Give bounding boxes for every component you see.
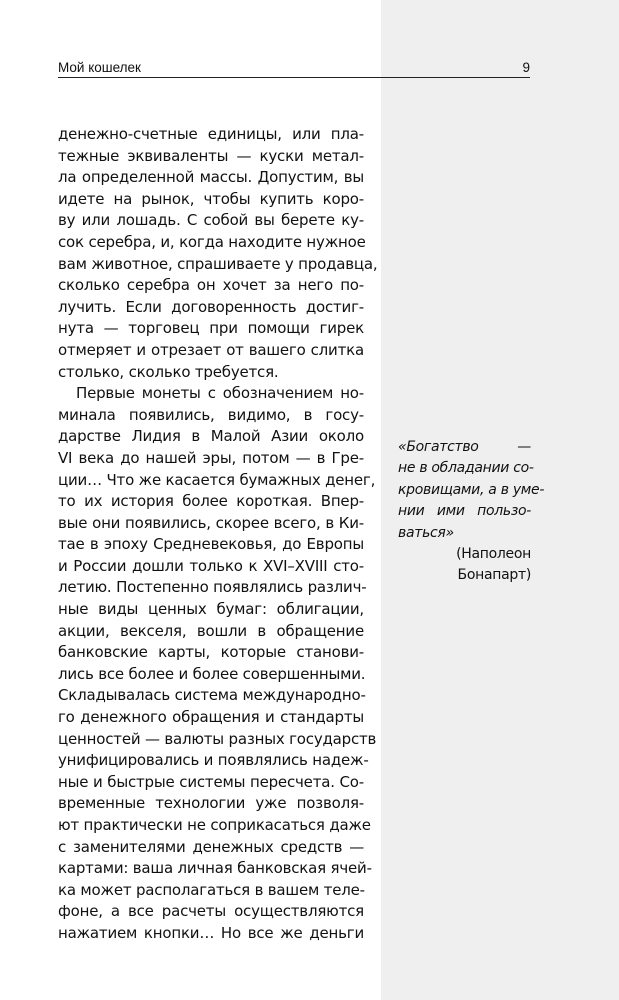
text-line: то их история более короткая. Впер- [58, 492, 364, 511]
text-line: унифицировались и появлялись надеж- [58, 751, 369, 770]
text-line: и России дошли только к XVI–XVIII сто- [58, 556, 364, 575]
text-line: ценностей — валюты разных государств [58, 729, 377, 748]
text-line: минала появились, видимо, в госу- [58, 405, 364, 424]
text-line: тае в эпоху Средневековья, до Европы [58, 535, 364, 554]
text-line: вам животное, спрашиваете у продавца, [58, 254, 378, 273]
text-line: ные и быстрые системы пересчета. Со- [58, 772, 364, 791]
text-line: ные виды ценных бумаг: облигации, [58, 600, 364, 619]
text-line: тежные эквиваленты — куски метал- [58, 146, 364, 165]
quote-line: «Богатство — [398, 439, 531, 455]
text-line: банковские карты, которые станови- [58, 643, 364, 662]
quote-line: кровищами, а в уме- [398, 481, 545, 498]
text-line: лись все более и более совершенными. [58, 664, 366, 683]
text-line: идете на рынок, чтобы купить коро- [58, 189, 364, 208]
text-line: го денежного обращения и стандарты [58, 708, 364, 727]
quote-attribution-line: (Наполеон [456, 545, 531, 562]
text-line: дарстве Лидия в Малой Азии около [58, 427, 364, 446]
quote-line: не в обладании со- [398, 460, 534, 477]
text-line: с заменителями денежных средств — [58, 837, 364, 856]
text-line: акции, векселя, вошли в обращение [58, 621, 364, 640]
text-line: Складывалась система международно- [58, 686, 366, 705]
text-line: фоне, а все расчеты осуществляются [58, 902, 364, 921]
text-line: сколько серебра он хочет за него по- [58, 276, 364, 295]
text-line: VI века до нашей эры, потом — в Гре- [58, 448, 364, 467]
text-line: картами: ваша личная банковская ячей- [58, 859, 372, 878]
text-line: столько, сколько требуется. [58, 362, 279, 381]
text-line: сок серебра, и, когда находите нужное [58, 232, 366, 251]
text-line: Первые монеты с обозначением но- [76, 384, 364, 403]
text-line: ции… Что же касается бумажных денег, [58, 470, 376, 489]
text-line: ют практически не соприкасаться даже [58, 816, 371, 834]
main-text [58, 124, 378, 945]
section-title: Мой кошелек [58, 60, 141, 75]
page-number: 9 [522, 60, 530, 75]
text-line: нута — торговец при помощи гирек [58, 319, 364, 338]
text-line: летию. Постепенно появлялись различ- [58, 578, 367, 597]
quote-attribution-line: Бонапарт) [457, 567, 531, 584]
header-rule [58, 77, 530, 78]
text-line: отмеряет и отрезает от вашего слитка [58, 340, 364, 359]
text-line: нажатием кнопки… Но все же деньги [58, 923, 364, 942]
text-line: денежно-счетные единицы, или пла- [58, 125, 364, 143]
quote-line: ваться» [398, 524, 454, 541]
text-line: лучить. Если договоренность достиг- [58, 297, 364, 316]
text-line: временные технологии уже позволя- [58, 794, 364, 813]
quote-line: нии ими пользо- [398, 503, 531, 520]
text-line: вые они появились, скорее всего, в Ки- [58, 513, 364, 532]
text-line: ву или лошадь. С собой вы берете ку- [58, 211, 364, 230]
sidebar-quote [398, 437, 545, 587]
text-line: ка может располагаться в вашем теле- [58, 880, 365, 899]
text-line: ла определенной массы. Допустим, вы [58, 168, 364, 187]
